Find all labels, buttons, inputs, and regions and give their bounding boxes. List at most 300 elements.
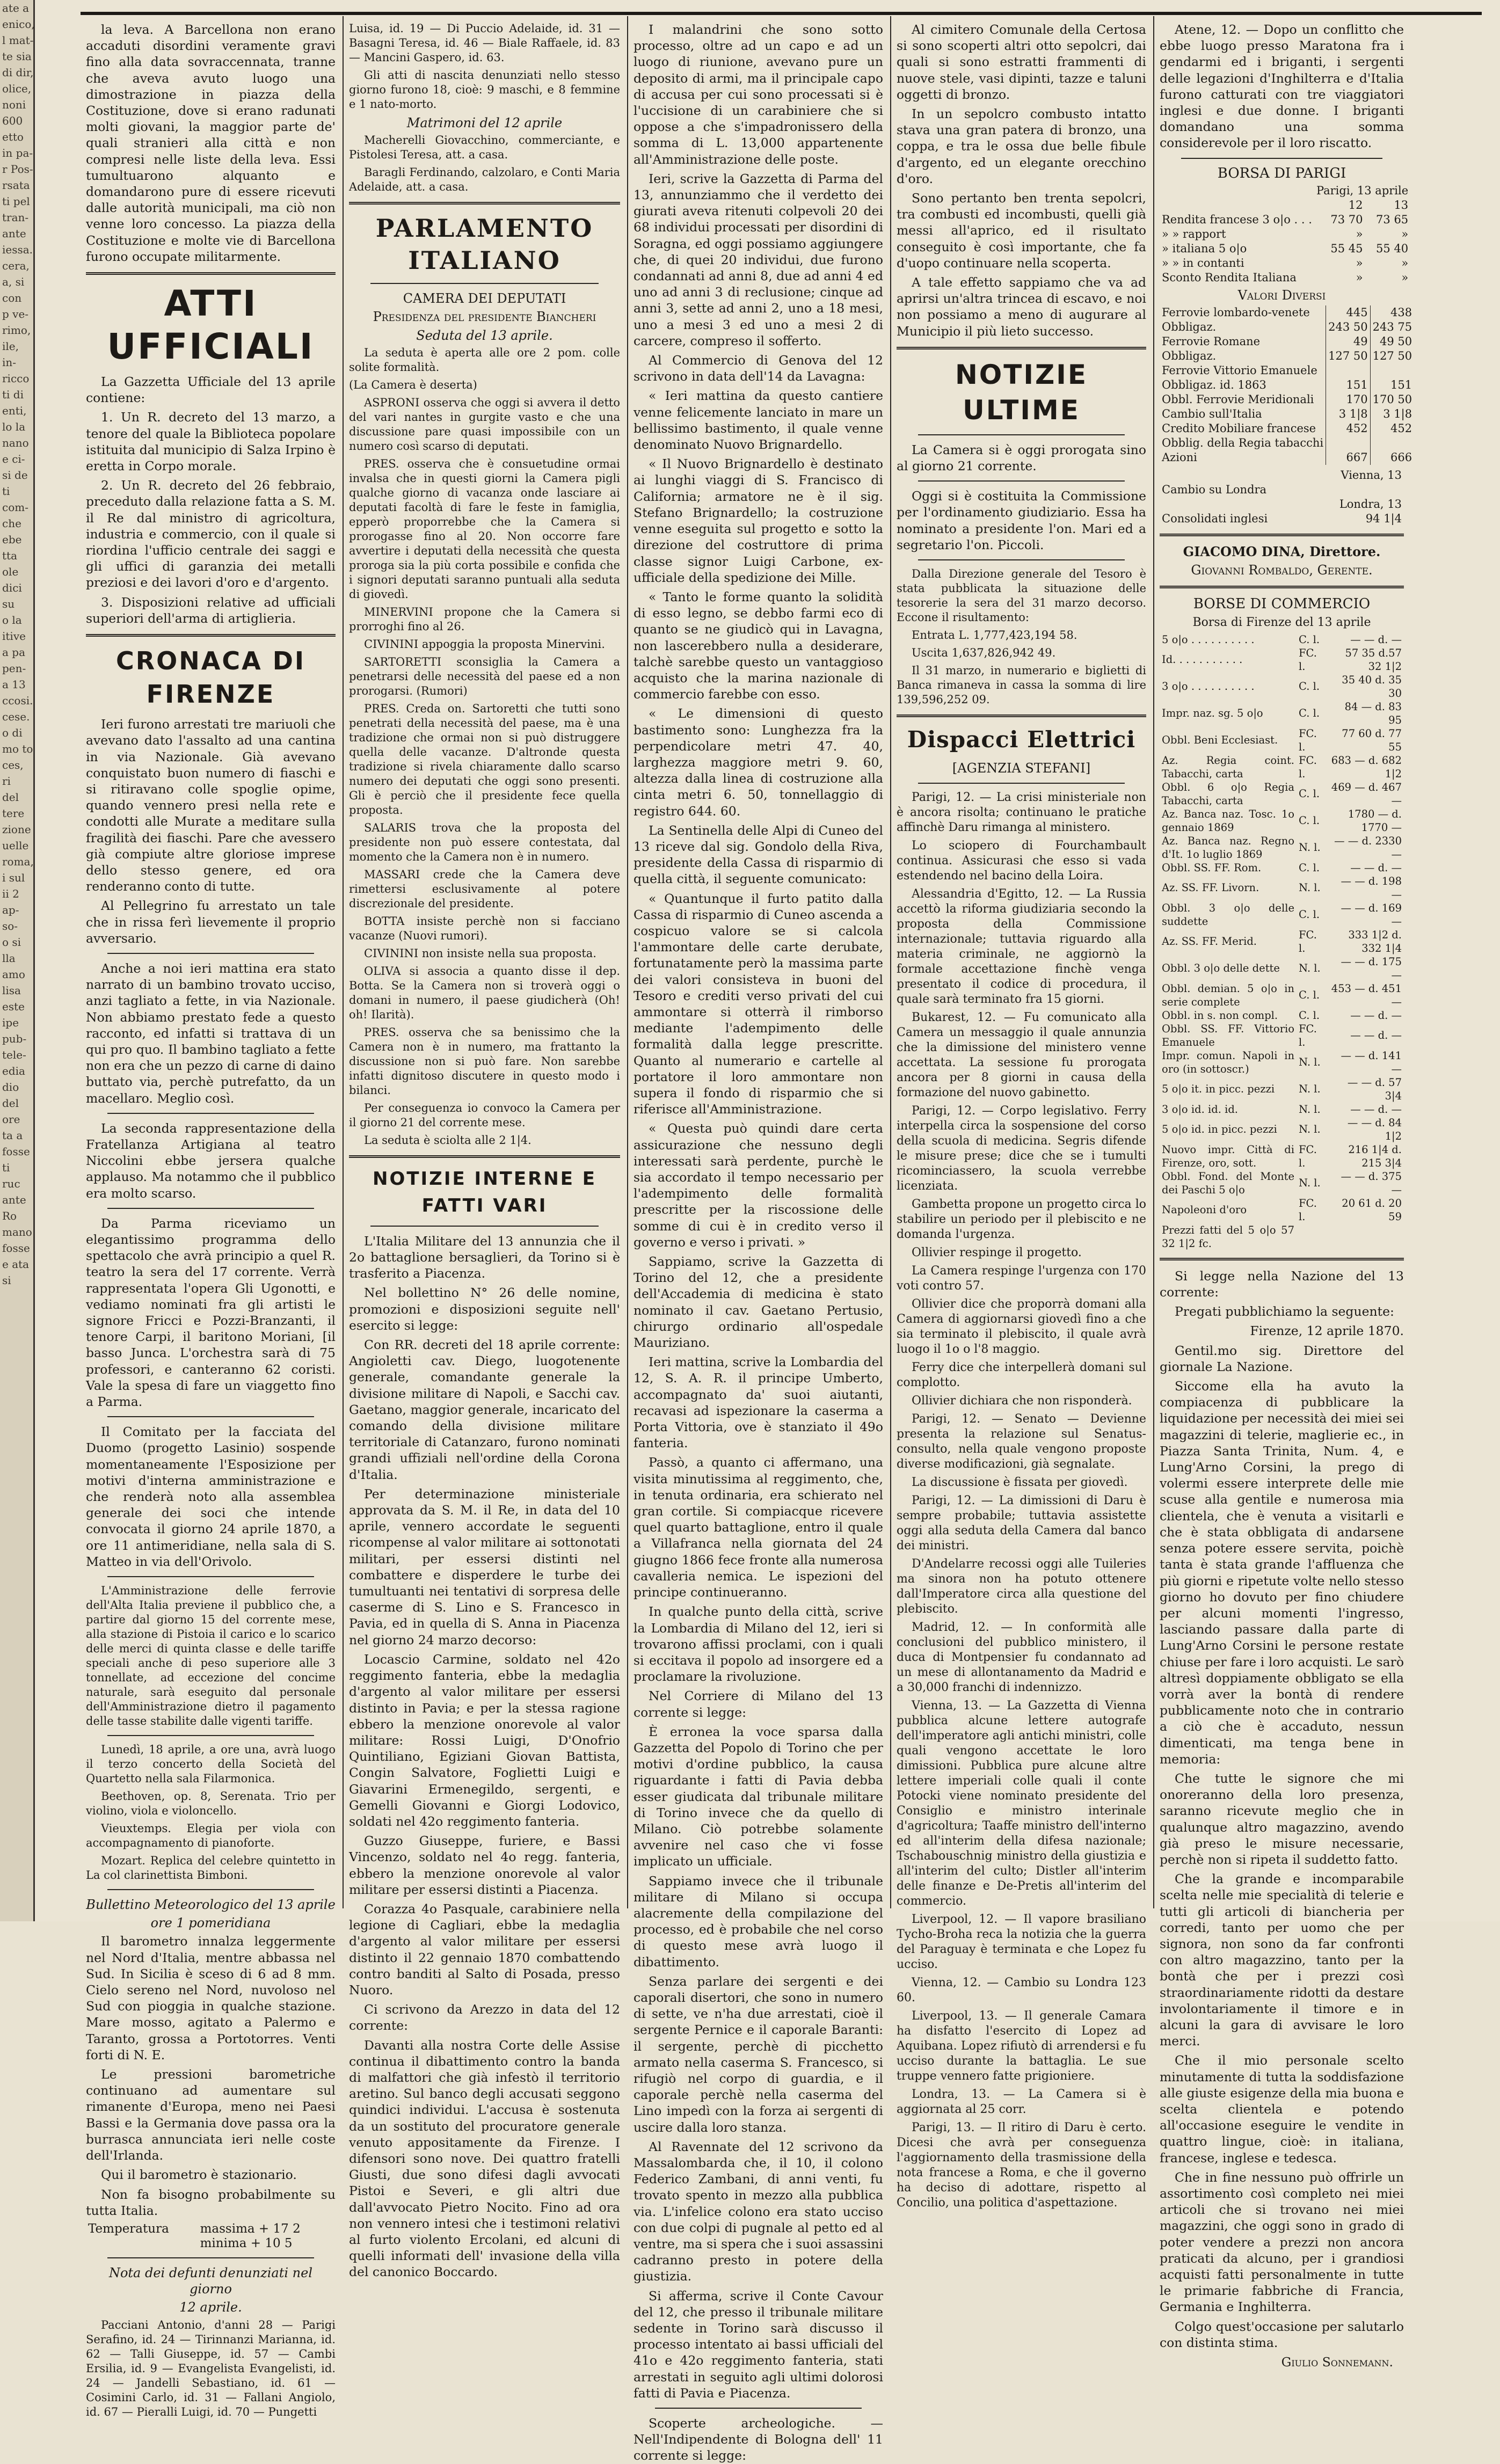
margin-text: este: [2, 1000, 25, 1013]
table-cell: [1370, 363, 1414, 378]
margin-text: mano: [2, 1226, 32, 1238]
margin-text: del: [2, 791, 19, 804]
table-row: [1160, 305, 1414, 320]
table-cell: Az. Banca naz. Tosc. 1o gennaio 1869: [1162, 807, 1294, 834]
article-text: Lunedì, 18 aprile, a ore una, avrà luogo il terzo concerto della Società del Quartetto nella sala Filarmonica.: [86, 1743, 336, 1785]
letter-text: Che il mio personale scelto minutamente di tutta la soddisfazione alle giuste esigenze della mia buona e scelta clientela e potendo all'occasione eseguire le vendite in quattro lingue, cioè: in italiana, francese, inglese e tedesca.: [1160, 2053, 1404, 2166]
table-cell: — — d. 375 —: [1341, 1170, 1402, 1196]
table-cell: Obbl. SS. FF. Rom.: [1162, 861, 1262, 874]
divider: [86, 272, 336, 275]
letter-text: Colgo quest'occasione per salutarlo con distinta stima.: [1160, 2319, 1404, 2350]
margin-text: enico,: [2, 18, 35, 31]
deaths-subtitle: 12 aprile.: [179, 2300, 242, 2315]
article-text: BOTTA insiste perchè non si facciano vacanze (Nuovi rumori).: [349, 914, 620, 942]
table-cell: »: [1401, 271, 1409, 284]
margin-text: enti,: [2, 404, 27, 417]
column-2: [349, 21, 620, 2280]
table-cell: N. l.: [1299, 1123, 1321, 1136]
table-cell: Az. SS. FF. Merid.: [1162, 935, 1257, 948]
margin-text: tere: [2, 807, 25, 820]
table-cell: 84 — d. 83 95: [1344, 700, 1402, 726]
margin-text: ti pel: [2, 195, 30, 208]
column-rule: [627, 16, 628, 1908]
article-text: la leva. A Barcellona non erano accaduti disordini veramente gravi fino alla data sovraccennata, tranne che aveva avuto luogo una dimostrazione in piazza della Costituzione, dove si erano radunati molti giovani, la maggior parte de' quali stranieri alla città e non compresi nelle liste della leva. Essi tumultuarono alquanto e domandarono pure di essere ricevuti dalle autorità municipali, ma ciò non venne loro concesso. La piazza della Costituzione e molte vie di Barcellona furono occupate militarmente.: [86, 22, 336, 264]
table-cell: 3 o|o . . . . . . . . . .: [1162, 680, 1255, 693]
article-text: « Le dimensioni di questo bastimento sono: Lunghezza fra la perpendicolare metri 47. 40, larghezza maggiore metri 9. 60, altezza dalla linea di costruzione alla cinta metri 6. 50, tonnellaggio di registro 644. 60.: [634, 706, 883, 819]
table-row: [1160, 213, 1410, 227]
table-cell: N. l.: [1299, 1103, 1321, 1116]
margin-text: in-: [2, 356, 17, 369]
margin-text: edia: [2, 1065, 25, 1077]
divider: [107, 1735, 314, 1736]
table-cell: C. l.: [1299, 707, 1320, 720]
valori-title: Valori Diversi: [1237, 287, 1326, 303]
table-cell: [1370, 436, 1414, 450]
bulletin-subtitle: ore 1 pomeridiana: [150, 1915, 271, 1931]
divider: [107, 1576, 314, 1577]
table-row: [1160, 1076, 1404, 1103]
table-cell: [1314, 271, 1320, 285]
article-text: Davanti alla nostra Corte delle Assise continua il dibattimento contro la banda di malfattori che già infestò il territorio aretino. Sul banco degli accusati seggono quindici individui. L'accusa è sostenuta da un sostituto del procuratore generale venuto appositamente da Firenze. I difensori sono nove. Dei quattro fratelli Giusti, due sono difesi dagli avvocati Pistoi e Severi, e gli altri due dall'avvocato Pietro Nocito. Fino ad ora non vennero intesi che i testimoni relativi al furto violento Ercolani, ed alcuni di quelli informati dell' invasione della villa del canonico Boccardo.: [349, 2037, 620, 2280]
borsa-parigi-table: [1160, 184, 1410, 285]
table-cell: 77 60 d. 77 55: [1342, 727, 1402, 753]
margin-text: ces,: [2, 759, 24, 771]
article-text: Ieri mattina, scrive la Lombardia del 12, S. A. R. il principe Umberto, accompagnato da' suoi aiutanti, recavasi ad ispezionare la caserma a Porta Vittoria, ove è stanziato il 49o fanteria.: [634, 1354, 883, 1451]
table-cell: C. l.: [1299, 861, 1320, 874]
dispatch-text: Londra, 13. — La Camera si è aggiornata al 25 corr.: [897, 2088, 1146, 2117]
article-text: Luisa, id. 19 — Di Puccio Adelaide, id. 31 — Basagni Teresa, id. 46 — Biale Raffaele, id. 83 — Mancini Gaspero, id. 63.: [349, 22, 620, 64]
dispatch-text: Ollivier respinge il progetto.: [912, 1246, 1082, 1260]
article-text: Corazza 4o Pasquale, carabiniere nella legione di Cagliari, ebbe la medaglia d'argento al valor militare per essersi distinto il 22 gennaio 1870 combattendo contro banditi al Salto di Posada, presso Nuoro.: [349, 1901, 620, 1998]
bulletin-title: Bullettino Meteorologico del 13 aprile: [86, 1897, 336, 1913]
divider: [86, 634, 336, 637]
table-cell: Obbl. in s. non compl.: [1162, 1009, 1278, 1022]
table-cell: 127 50: [1326, 349, 1370, 363]
margin-text: ti di: [2, 388, 24, 401]
table-cell: 35 40 d. 35 30: [1342, 673, 1402, 699]
divider: [897, 347, 1146, 349]
margin-text: ti: [2, 1161, 10, 1174]
table-row: [1160, 436, 1414, 450]
article-text: « Il Nuovo Brignardello è destinato ai lunghi viaggi di S. Francisco di California; armatore ne è il sig. Stefano Brignardello; la costruzione venne eseguita sul progetto e sotto la direzione del costruttore di prima classe signor Luigi Carbone, ex-ufficiale della spedizione dei Mille.: [634, 456, 883, 585]
table-cell: Rendita francese 3 o|o . . .: [1162, 213, 1312, 226]
article-text: Da Parma riceviamo un elegantissimo programma dello spettacolo che avrà principio a quel R. teatro la sera del 17 corrente. Verrà rappresentata l'opera Gli Ugonotti, e vediamo nominati fra gli artisti le signore Fricci e Pozzi-Branzanti, il tenore Carpi, il baritono Moriani, [il basso Junca. L'orchestra sarà di 75 professori, e canteranno 62 coristi. Vale la spesa di fare un viaggetto fino a Parma.: [86, 1215, 336, 1410]
article-text: Non fa bisogno probabilmente su tutta Italia.: [86, 2186, 336, 2218]
margin-text: i sul: [2, 871, 25, 884]
table-row: [1160, 781, 1404, 807]
table-header-cell: 12: [1348, 198, 1363, 212]
divider: [897, 715, 1146, 717]
table-cell: 3 1|8: [1326, 407, 1370, 421]
margin-text: roma,: [2, 855, 34, 868]
table-cell: — — d. 175 —: [1341, 955, 1402, 981]
column-rule: [1153, 16, 1154, 1908]
article-text: Nel Corriere di Milano del 13 corrente si legge:: [634, 1688, 883, 1720]
article-text: SARTORETTI sconsiglia la Camera a penetrarsi delle necessità del paese ed a non prorogarsi. (Rumori): [349, 655, 620, 697]
cambio-label: Cambio su Londra: [1162, 483, 1267, 497]
margin-text: ti: [2, 485, 10, 498]
article-text: MINERVINI propone che la Camera si prorroghi fino al 26.: [349, 605, 620, 633]
table-cell: 5 o|o . . . . . . . . . .: [1162, 633, 1255, 646]
exchange-table: [1160, 468, 1404, 526]
table-cell: Obbl. demian. 5 o|o in serie complete: [1162, 982, 1294, 1008]
article-text: Anche a noi ieri mattina era stato narrato di un bambino trovato ucciso, anzi tagliato a fette, in via Nazionale. Non abbiamo prestato fede a questo racconto, ed infatti si trattava di un qui pro quo. Il bambino tagliato a fette non era che un pezzo di carne di daino buttato via, perchè putrefatto, da un macellaro. Meglio così.: [86, 960, 336, 1106]
margin-text: etto: [2, 130, 24, 143]
table-cell: 3 1|8: [1370, 407, 1414, 421]
article-text: Oggi si è costituita la Commissione per l'ordinamento giudiziario. Essa ha nominato a presidente l'on. Mari ed a segretario l'on. Piccoli.: [897, 489, 1146, 552]
margin-text: o di: [2, 726, 23, 739]
margin-text: a 13: [2, 678, 26, 691]
article-text: Gli atti di nascita denunziati nello stesso giorno furono 18, cioè: 9 maschi, e 8 femmine e 1 nato-morto.: [349, 69, 620, 111]
article-text: Ieri, scrive la Gazzetta di Parma del 13, annunziammo che il verdetto dei giurati aveva ritenuti colpevoli 20 dei 68 individui processati per disordini di Soragna, ed oggi possiamo aggiungere che, di quei 20 individui, due furono condannati ad anni 8, due ad anni 4 ed uno ad anni 3 di reclusione; cinque ad anni 3, sette ad anni 2, uno a 18 mesi, uno a mesi 3 ed uno a mesi 2 di carcere, compreso il sofferto.: [634, 171, 883, 348]
margin-text: ante: [2, 227, 26, 240]
section-heading: PARLAMENTO ITALIANO: [375, 214, 594, 275]
table-row: [1160, 271, 1410, 285]
table-cell: [1297, 1223, 1329, 1250]
margin-text: ante: [2, 1193, 26, 1206]
margin-text: a pa: [2, 646, 26, 659]
dispatch-text: Madrid, 12. — In conformità alle conclusioni del pubblico ministero, il duca di Montpensier fu condannato ad un mese di allontanamento da Madrid e a 30,000 franchi di indennizzo.: [897, 1621, 1146, 1695]
article-text: Il 31 marzo, in numerario e biglietti di Banca rimaneva in cassa la somma di lire 139,596,252 09.: [897, 664, 1146, 706]
margin-text: fosse: [2, 1242, 30, 1255]
margin-text: ole: [2, 565, 19, 578]
table-cell: 49: [1326, 334, 1370, 349]
article-text: Locascio Carmine, soldato nel 42o reggimento fanteria, ebbe la medaglia d'argento al valor militare per essersi distinto in Pavia; e per la stessa ragione ebbero la menzione onorevole al valor militare: Rossi Luigi, D'Onofrio Quintiliano, Egiziani Giovan Battista, Congin Salvatore, Foglietti Luigi e Giavarini Ermenegildo, sergenti, e Gemelli Giovanni e Giorgi Lodovico, soldati nel 42o reggimento fanteria.: [349, 1651, 620, 1829]
article-text: Al Ravennate del 12 scrivono da Massalombarda che, il 10, il colono Federico Zambani, di anni venti, fu trovato spento in mezzo alla pubblica via. L'infelice colono era stato ucciso con due colpi di pugnale al petto ed al ventre, ma si spera che i suoi assassini cadranno presto in potere della giustizia.: [634, 2139, 883, 2284]
table-cell: 3 o|o id. id. id.: [1162, 1103, 1239, 1116]
table-cell: C. l.: [1299, 1009, 1320, 1022]
table-row: [1160, 633, 1404, 646]
margin-text: di dir,: [2, 66, 34, 79]
table-cell: Obbl. 3 o|o delle dette: [1162, 962, 1280, 975]
article-text: Guzzo Giuseppe, furiere, e Bassi Vincenzo, soldato nel 4o regg. fanteria, ebbero la menzione onorevole al valor militare per essersi distinti a Piacenza.: [349, 1833, 620, 1897]
margin-text: cese.: [2, 710, 30, 723]
letter-signature: Giulio Sonnemann.: [1281, 2354, 1393, 2370]
divider: [918, 559, 1125, 560]
article-text: È erronea la voce sparsa dalla Gazzetta del Popolo di Torino che per motivi d'ordine pubblico, la causa riguardante i fatti di Pavia debba esser giudicata dal tribunale militare di Torino invece che da quello di Milano. Ciò potrebbe solamente avvenire nel caso che vi fosse implicato un ufficiale.: [634, 1724, 883, 1869]
table-cell: FC. l.: [1299, 928, 1317, 954]
table-cell: 55 40: [1376, 242, 1409, 255]
temp-min: minima + 10 5: [200, 2236, 293, 2250]
table-row: [1160, 1170, 1404, 1197]
letter-text: Che la grande e incomparabile scelta nelle mie specialità di telerie e tutti gli articoli di biancheria per corredi, tanto per uomo che per signora, non sono da far confronti con altro magazzino, tanto per la bontà che per i prezzi così straordinariamente ridotti da destare involontariamente il timore e in alcuni la gara di avvisare le loro merci.: [1160, 1871, 1404, 2049]
table-cell: Cambio sull'Italia: [1162, 407, 1262, 421]
table-row: [1160, 450, 1414, 465]
section-heading: NOTIZIE ULTIME: [955, 359, 1088, 426]
margin-text: nano: [2, 436, 29, 449]
article-text: Le pressioni barometriche continuano ad aumentare sul rimanente d'Europa, meno nei Paesi Bassi e la Germania dove passa ora la burrasca annunciata ieri nelle coste dell'Irlanda.: [86, 2067, 336, 2163]
article-text: SALARIS trova che la proposta del presidente non può essere contestata, dal momento che la Camera non è in numero.: [349, 821, 620, 863]
article-text: L'Italia Militare del 13 annunzia che il 2o battaglione bersaglieri, da Torino si è trasferito a Piacenza.: [349, 1233, 620, 1281]
table-cell: N. l.: [1299, 962, 1321, 975]
margin-text: ii 2: [2, 887, 19, 900]
column-3: [634, 21, 883, 2463]
table-row: [1160, 673, 1404, 700]
article-text: Sappiamo invece che il tribunale militare di Milano si occupa alacremente della compilazione del processo, ed è probabile che nel corso di questo mese avrà luogo il dibattimento.: [634, 1873, 883, 1970]
divider: [349, 1155, 620, 1158]
article-text: Il Comitato per la facciata del Duomo (progetto Lasinio) sospende momentaneamente l'Esposizione per motivi d'interna amministrazione e che renderà noto alla assemblea generale dei soci che intende convocata il giorno 24 aprile 1870, a ore 11 antimeridiane, nella sala di S. Matteo in via dell'Orivolo.: [86, 1424, 336, 1569]
table-cell: FC. l.: [1299, 754, 1317, 780]
article-text: Al cimitero Comunale della Certosa si sono scoperti altri otto sepolcri, dai quali si sono estratti frammenti di nuove stele, vasi dipinti, tazze e taluni oggetti di bronzo.: [897, 22, 1146, 102]
table-row: [1160, 407, 1414, 421]
article-text: Entrata L. 1,777,423,194 58.: [912, 629, 1077, 642]
margin-text: ri: [2, 775, 11, 788]
section-heading: NOTIZIE INTERNE E FATTI VARI: [372, 1168, 596, 1216]
article-text: Per determinazione ministeriale approvata da S. M. il Re, in data del 10 aprile, vennero accordate le seguenti ricompense al valor militare ai sottonotati militari, per essersi distinti nel combattere e disperdere le turbe dei tumultuanti nei tentativi di sorpresa delle caserme di S. Lino e S. Francesco in Pavia, ed in quella di S. Anna in Piacenza nel giorno 24 marzo decorso:: [349, 1486, 620, 1647]
table-cell: Obbl. Ferrovie Meridionali: [1162, 393, 1314, 406]
article-text: Dalla Direzione generale del Tesoro è stata pubblicata la situazione delle tesorerie la sera del 31 marzo decorso. Eccone il risultamento:: [897, 567, 1146, 624]
article-text: Passò, a quanto ci affermano, una visita minutissima al reggimento, che, in tenuta ordinaria, era schierato nel gran cortile. Si compiacque ricevere quel quarto battaglione, entro il quale a Villafranca nella giornata del 24 giugno 1866 fece fronte alla numerosa cavalleria nemica. Le ispezioni del principe continueranno.: [634, 1455, 883, 1600]
dispatch-text: Parigi, 12. — Senato — Devienne presenta la relazione sul Senatus-consulto, nella quale vengono proposte diverse modificazioni, già segnalate.: [897, 1412, 1146, 1471]
table-row: [1160, 1103, 1404, 1116]
article-text: L'Amministrazione delle ferrovie dell'Alta Italia previene il pubblico che, a partire dal giorno 15 del corrente mese, alla stazione di Pistoia il carico e lo scarico delle merci di quinta classe e delle tariffe speciali anche di peso superiore alle 3 tonnellate, ad eccezione del concime naturale, sarà eseguito dal personale dell'Amministrazione dietro il pagamento delle tasse stabilite dalle vigenti tariffe.: [86, 1584, 336, 1728]
temp-max: massima + 17 2: [200, 2221, 301, 2236]
section-heading: ATTI UFFICIALI: [107, 283, 315, 368]
article-text: Con RR. decreti del 18 aprile corrente: Angioletti cav. Diego, luogotenente generale, comandante generale la divisione militare di Napoli, e Sacchi cav. Gaetano, maggior generale, incaricato del comando della divisione militare territoriale di Catanzaro, furono nominati grandi uffiziali nell'ordine della Corona d'Italia.: [349, 1337, 620, 1482]
margin-text: si de: [2, 469, 28, 482]
dispatch-text: Alessandria d'Egitto, 12. — La Russia accettò la riforma giudiziaria secondo la proposta della Commissione internazionale; tuttavia riguardo alla materia criminale, ne aggiornò la formale accettazione finchè venga presentato il codice di procedura, il quale sarà terminato fra 15 giorni.: [897, 887, 1146, 1007]
divider: [918, 480, 1125, 482]
article-text: La seduta è sciolta alle 2 1|4.: [364, 1133, 531, 1147]
article-text: La seduta è aperta alle ore 2 pom. colle solite formalità.: [349, 346, 620, 374]
article-text: Baragli Ferdinando, calzolaro, e Conti Maria Adelaide, att. a casa.: [349, 166, 620, 194]
article-text: « Quantunque il furto patito dalla Cassa di risparmio di Cuneo ascenda a cospicuo valore se si calcola l'ammontare delle carte derubate, fortunatamente però la massima parte dei valori consisteva in buoni del Tesoro e crediti verso privati del cui ammontare si otterrà il rimborso mediante l'adempimento delle formalità dalla legge prescritte. Quanto al numerario e cartelle al portatore il loro ammontare non supera il fondo di risparmio che si riferisce all'Amministrazione.: [634, 891, 883, 1117]
table-row: [1160, 928, 1404, 955]
table-row: [1160, 874, 1404, 901]
article-text: « Questa può quindi dare certa assicurazione che nessuno degli interessati sarà perdente, purchè le sia accordato il tempo necessario per l'adempimento delle formalità prescritte per la riscossione delle somme di cui è in credito verso il governo e verso i privati. »: [634, 1121, 883, 1250]
table-cell: N. l.: [1299, 1177, 1321, 1190]
table-row: [1160, 834, 1404, 861]
director-line: GIACOMO DINA, Direttore.: [1183, 544, 1381, 560]
manager-line: Giovanni Rombaldo, Gerente.: [1191, 563, 1373, 578]
article-text: Il barometro innalza leggermente nel Nord d'Italia, mentre abbassa nel Sud. In Sicilia è sceso di 6 ad 8 mm. Cielo sereno nel Nord, nuvoloso nel Sud con pioggia in qualche stazione. Mare mosso, agitato a Palermo e Taranto, grossa a Portotorres. Venti forti di N. E.: [86, 1934, 336, 2062]
valori-table: [1160, 305, 1414, 465]
dispatch-text: Parigi, 12. — La crisi ministeriale non è ancora risolta; continuano le pratiche affinchè Daru rimanga al ministero.: [897, 791, 1146, 835]
table-cell: »: [1401, 227, 1409, 240]
table-cell: Impr. naz. sg. 5 o|o: [1162, 707, 1263, 720]
dispatch-text: Lo sciopero di Fourchambault continua. Assicurasi che esso si vada estendendo nel bacino della Loira.: [897, 839, 1146, 883]
table-cell: Prezzi fatti del 5 o|o 57 32 1|2 fc.: [1162, 1223, 1294, 1250]
dispatch-text: Liverpool, 13. — Il generale Camara ha disfatto l'esercito di Lopez ad Aquibana. Lopez rifiutò di arrendersi e fu ucciso durante la battaglia. Le sue truppe vennero fatte prigioniere.: [897, 2009, 1146, 2083]
article-text: In qualche punto della città, scrive la Lombardia di Milano del 12, ieri si trovarono affissi proclami, con i quali si eccitava il popolo ad insorgere ed a proclamare la rivoluzione.: [634, 1604, 883, 1685]
table-cell: 170: [1326, 392, 1370, 407]
dispatch-text: La Camera respinge l'urgenza con 170 voti contro 57.: [897, 1264, 1146, 1293]
table-cell: 170 50: [1370, 392, 1414, 407]
table-row: [1160, 807, 1404, 834]
table-cell: Ferrovie lombardo-venete: [1162, 306, 1310, 319]
table-cell: Obbligaz. id. 1863: [1162, 378, 1266, 392]
table-cell: » » in contanti: [1162, 256, 1244, 269]
table-cell: 73 70: [1330, 213, 1363, 226]
table-cell: 57 35 d.57 32 1|2: [1345, 646, 1402, 673]
table-row: [1160, 754, 1404, 781]
table-cell: — — d. 84 1|2: [1347, 1116, 1402, 1142]
marriages-title: Matrimoni del 12 aprile: [406, 115, 563, 130]
table-row: [1160, 227, 1410, 242]
consol-value: 94 1|4: [1365, 512, 1402, 526]
dispatch-text: Ollivier dichiara che non risponderà.: [912, 1394, 1132, 1408]
margin-text: itive: [2, 630, 26, 643]
margin-text: tele-: [2, 1048, 26, 1061]
margin-text: rimo,: [2, 324, 31, 337]
table-cell: 151: [1326, 378, 1370, 392]
borse-commercio-title: BORSE DI COMMERCIO: [1193, 596, 1371, 613]
section-heading: Dispacci Elettrici: [907, 726, 1136, 753]
table-row: [1160, 363, 1414, 378]
margin-text: si: [2, 1274, 11, 1287]
table-cell: »: [1356, 271, 1363, 284]
table-cell: [1314, 242, 1320, 256]
table-cell: [1326, 436, 1370, 450]
table-row: [1160, 1009, 1404, 1022]
article-text: A tale effetto sappiamo che va ad aprirsi un'altra trincea di escavo, e noi non possiamo a meno di augurare al Municipio il più lieto successo.: [897, 275, 1146, 339]
column-1: [86, 21, 336, 2418]
divider: [107, 1113, 314, 1114]
left-margin-strip: [0, 0, 35, 1921]
margin-text: so-: [2, 920, 18, 932]
article-text: Uscita 1,637,826,942 49.: [912, 646, 1056, 660]
margin-text: con: [2, 291, 22, 304]
divider: [1160, 586, 1404, 588]
margin-text: Ro: [2, 1209, 17, 1222]
margin-text: zione: [2, 823, 31, 836]
table-cell: 667: [1326, 450, 1370, 465]
londra-label: Londra, 13: [1339, 498, 1402, 511]
margin-text: ile,: [2, 340, 19, 353]
table-cell: — — d. —: [1350, 861, 1402, 874]
article-text: ASPRONI osserva che oggi si avvera il detto del vari nantes in gurgite vasto e che una discussione pare quasi impossibile con un numero così scarso di deputati.: [349, 396, 620, 453]
article-text: La Sentinella delle Alpi di Cuneo del 13 riceve dal sig. Gondolo della Riva, presidente della Cassa di risparmio di quella città, il seguente comunicato:: [634, 822, 883, 887]
table-row: [1160, 1116, 1404, 1143]
article-text: Si legge nella Nazione del 13 corrente:: [1160, 1268, 1404, 1300]
margin-text: ta a: [2, 1129, 23, 1142]
table-cell: N. l.: [1299, 1056, 1321, 1069]
table-cell: Azioni: [1162, 451, 1197, 464]
agency-label: [AGENZIA STEFANI]: [952, 761, 1091, 776]
column-5: [1160, 21, 1412, 2370]
table-header-cell: Parigi, 13 aprile: [1316, 184, 1409, 197]
dispatch-text: Parigi, 12. — Corpo legislativo. Ferry interpella circa la sospensione del corso della scuola di medicina. Segris difende le misure prese; dice che se i tumulti ricominciassero, la scuola verrebbe licenziata.: [897, 1104, 1146, 1193]
article-text: OLIVA si associa a quanto disse il dep. Botta. Se la Camera non si troverà oggi o domani in numero, il paese giudicherà (Oh! oh! Ilarità).: [349, 964, 620, 1021]
article-text: In un sepolcro combusto intatto stava una gran patera di bronzo, una coppa, e tra le ossa due belle fibule d'argento, ed un elegante orecchino d'oro.: [897, 106, 1146, 186]
table-cell: — — d. —: [1350, 1009, 1402, 1022]
margin-text: ebe: [2, 533, 22, 546]
margin-text: pub-: [2, 1032, 27, 1045]
table-cell: »: [1356, 256, 1363, 269]
deaths-title: Nota dei defunti denunziati nel giorno: [108, 2265, 313, 2297]
letter-text: Siccome ella ha avuto la compiacenza di pubblicare la liquidazione per necessità dei miei sei magazzini di telerie, maglierie ec., in Piazza Santa Trinita, Num. 4, e Lung'Arno Corsini, la prego di volermi essere interprete delle mie scuse alla gentile e numerosa mia clientela, che è venuta a visitarli e che è stata obbligata di andarsene senza potere essere servita, poichè tanta è stata grande l'affluenza che più giorni e ripetute volte nello stesso giorno ho dovuto per fino chiudere per alcuni momenti l'ingresso, lasciando passare dalla parte di Lung'Arno Corsini le persone restate chiuse per fare i loro acquisti. Le sarò altresì doppiamente obbligato se ella vorrà aver la bontà di rendere pubblicamente noto che in contrario a ciò che è accaduto, nessun dimenticati, ma tenga bene in memoria:: [1160, 1379, 1404, 1767]
divider: [349, 202, 620, 205]
margin-text: pen-: [2, 662, 26, 675]
table-cell: FC. l.: [1299, 1143, 1317, 1169]
table-cell: 127 50: [1370, 349, 1414, 363]
margin-text: l mat-: [2, 34, 34, 47]
table-row: [1160, 861, 1404, 874]
margin-text: rsata: [2, 179, 30, 192]
article-text: 1. Un R. decreto del 13 marzo, a tenore del quale la Biblioteca popolare istituita dal municipio di Salza Irpino è eretta in Corpo morale.: [86, 410, 336, 474]
table-cell: Az. Banca naz. Regno d'It. 1o luglio 1869: [1162, 834, 1294, 861]
table-cell: FC. l.: [1299, 1197, 1317, 1223]
margin-text: noni: [2, 98, 26, 111]
table-cell: [1314, 227, 1320, 242]
margin-text: ccosi.: [2, 694, 33, 707]
article-text: « Tanto le forme quanto la solidità di esso legno, se debbo farmi eco di quanto se ne giudicò qui in Lavagna, non lascerebbero nulla a desiderare, talchè sarebbe questo un vantaggioso acquisto che la marina nazionale di commercio farebbe con esso.: [634, 589, 883, 702]
article-text: Senza parlare dei sergenti e dei caporali disertori, che sono in numero di sette, ve n'ha due arrestati, cioè il sergente Pernice e il caporale Baranti: il sergente, perchè di picchetto armato nella caserma S. Francesco, si rifugiò nel corpo di guardia, e il caporale perchè nella caserma del Lino impedì con la forza ai sergenti di uscire dalla loro stanza.: [634, 1973, 883, 2135]
table-cell: Ferrovie Vittorio Emanuele: [1162, 364, 1317, 377]
table-cell: Napoleoni d'oro: [1162, 1204, 1247, 1216]
article-text: CIVININI non insiste nella sua proposta.: [364, 946, 596, 960]
margin-text: p ve-: [2, 308, 29, 320]
dispatch-text: Parigi, 12. — La dimissioni di Daru è sempre probabile; tuttavia assistette oggi alla seduta della Camera dal banco dei ministri.: [897, 1494, 1146, 1553]
table-cell: 151: [1370, 378, 1414, 392]
table-cell: Az. SS. FF. Livorn.: [1162, 881, 1259, 894]
margin-text: te sia: [2, 50, 32, 63]
table-row: [1160, 727, 1404, 754]
article-text: PRES. osserva che è consuetudine ormai invalsa che in questi giorni la Camera pigli qualche giorno di vacanza onde lasciare ai deputati facoltà di fare le feste in famiglia, epperò proporrebbe che la Camera si prorogasse fino al 20. Non occorre fare avvertire i deputati della necessità che questa proroga sia la più corta possibile e confida che i signori deputati saranno puntuali alla seduta di giovedì.: [349, 457, 620, 601]
table-cell: Sconto Rendita Italiana: [1162, 271, 1297, 284]
divider: [107, 1416, 314, 1417]
article-text: Sappiamo, scrive la Gazzetta di Torino del 12, che a presidente dell'Accademia di medicina è stato nominato il cav. Gaetano Pertusio, chirurgo ordinario all'ospedale Mauriziano.: [634, 1254, 883, 1351]
table-cell: »: [1401, 256, 1409, 269]
temp-label: Temperatura: [88, 2221, 169, 2236]
article-text: « Ieri mattina da questo cantiere venne felicemente lanciato in mare un bellissimo bastimento, il quale venne denominato Nuovo Brignardello.: [634, 388, 883, 453]
table-cell: Obblig. della Regia tabacchi: [1162, 436, 1324, 450]
article-text: Vieuxtemps. Elegia per viola con accompagnamento di pianoforte.: [86, 1822, 336, 1850]
article-text: Al Commercio di Genova del 12 scrivono in data dell'14 da Lavagna:: [634, 353, 883, 384]
article-text: MASSARI crede che la Camera deve rimettersi esclusivamente al potere discrezionale del presidente.: [349, 867, 620, 910]
column-rule: [890, 16, 891, 1908]
table-row: [1160, 1223, 1404, 1250]
table-cell: 683 — d. 682 1|2: [1331, 754, 1402, 780]
divider: [370, 1226, 599, 1227]
section-heading: CRONACA DI FIRENZE: [115, 646, 306, 709]
table-cell: Obbl. 6 o|o Regia Tabacchi, carta: [1162, 781, 1294, 807]
borsa-firenze-subtitle: Borsa di Firenze del 13 aprile: [1192, 615, 1371, 629]
dispatch-text: Ferry dice che interpellerà domani sul complotto.: [897, 1361, 1146, 1390]
table-cell: N. l.: [1299, 1083, 1321, 1096]
divider: [1160, 1258, 1404, 1260]
margin-text: fosse: [2, 1145, 30, 1158]
article-text: I malandrini che sono sotto processo, oltre ad un capo e ad un luogo di riunione, avevano pure un deposito di armi, ma il principale capo di accusa per cui sono processati si è l'uccisione di un carabiniere che si oppose a che s'impadronissero della somma di L. 13,000 appartenente all'Amministrazione delle poste.: [634, 22, 883, 167]
table-cell: C. l.: [1299, 989, 1320, 1002]
article-text: La Camera si è oggi prorogata sino al giorno 21 corrente.: [897, 442, 1146, 474]
table-header-cell: [1160, 184, 1314, 198]
table-cell: Obbl. SS. FF. Vittorio Emanuele: [1162, 1022, 1294, 1048]
table-cell: 49 50: [1370, 334, 1414, 349]
divider: [918, 783, 1125, 784]
table-cell: [1314, 213, 1320, 227]
article-text: Ci scrivono da Arezzo in data del 12 corrente:: [349, 2002, 620, 2033]
table-cell: 55 45: [1330, 242, 1363, 255]
table-row: [1160, 256, 1410, 271]
margin-text: uelle: [2, 839, 29, 852]
margin-text: o la: [2, 614, 22, 626]
article-text: Ieri furono arrestati tre mariuoli che avevano dato l'assalto ad una cantina in via Nazionale. Già avevano conquistato buon numero di fiaschi e si ritiravano colle spoglie opime, quando vennero presi nella rete e condotti alle Murate a meditare sulla fragilità dei fiaschi. Pare che avessero già compiute altre gloriose imprese dello stesso genere, ed ora renderanno conto di tutte.: [86, 717, 336, 894]
table-cell: 5 o|o it. in picc. pezzi: [1162, 1083, 1275, 1096]
table-cell: Nuovo impr. Città di Firenze, oro, sott.: [1162, 1143, 1294, 1169]
margin-text: e ata: [2, 1258, 30, 1271]
table-row: [1160, 982, 1404, 1009]
table-cell: — — d. —: [1350, 633, 1402, 646]
table-cell: 333 1|2 d. 332 1|4: [1348, 928, 1402, 954]
table-row: [1160, 378, 1414, 392]
margin-text: 600: [2, 114, 23, 127]
divider: [1181, 158, 1382, 159]
table-cell: C. l.: [1299, 814, 1320, 827]
table-row: [1160, 1049, 1404, 1076]
margin-text: olice,: [2, 82, 32, 95]
table-cell: Obbl. Fond. del Monte dei Paschi 5 o|o: [1162, 1170, 1294, 1196]
